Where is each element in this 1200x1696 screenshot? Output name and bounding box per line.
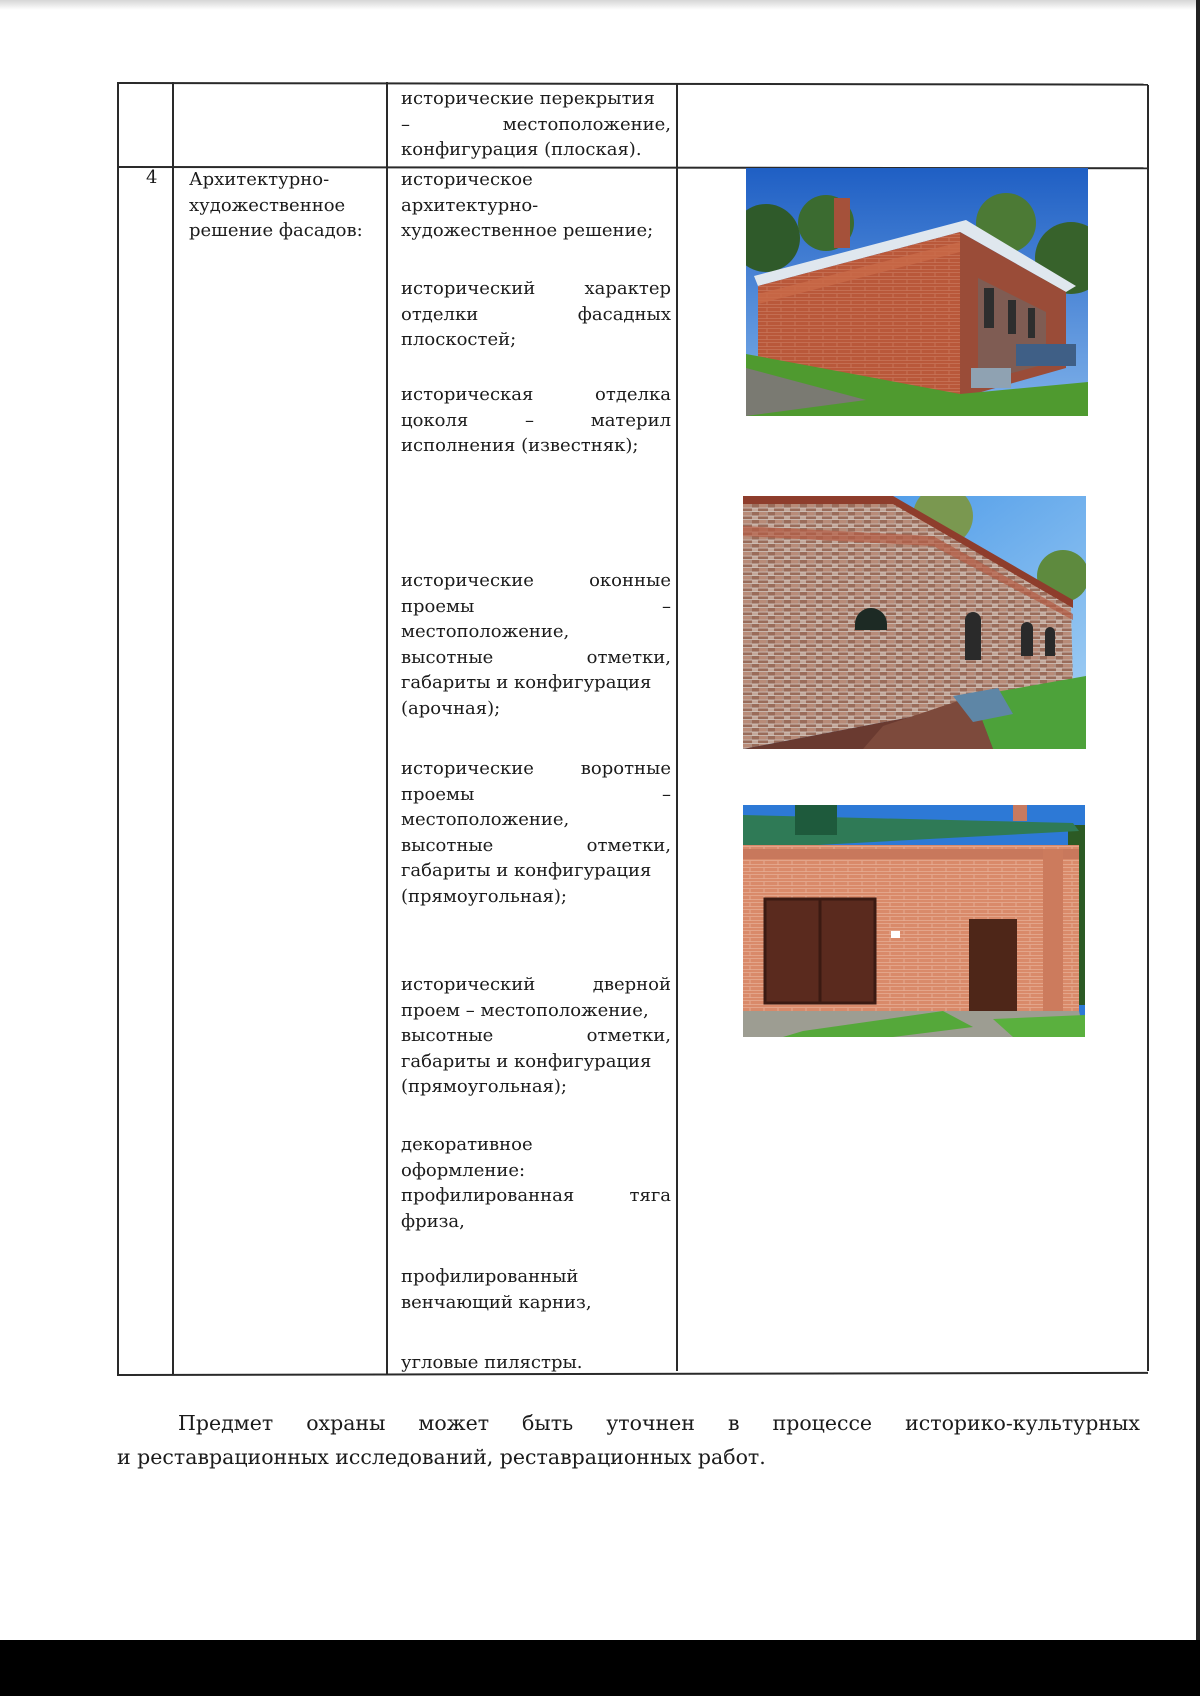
- protection-note-line-2: и реставрационных исследований, реставрационных работ.: [117, 1445, 766, 1469]
- text-line: профилированный: [401, 1266, 579, 1287]
- feature-plinth-finish: [401, 382, 671, 459]
- text-word: исторический: [401, 974, 536, 995]
- text-word: цоколя: [401, 409, 469, 431]
- text-line: решение фасадов:: [189, 220, 363, 241]
- text-word: процессе: [772, 1411, 873, 1435]
- text-line: [401, 972, 671, 998]
- table-divider-3: [676, 84, 678, 1371]
- text-word: высотные: [401, 1025, 494, 1046]
- table-border-right: [1147, 85, 1149, 1371]
- text-word: тяга: [629, 1185, 671, 1206]
- text-word: историко-культурных: [905, 1411, 1140, 1435]
- feature-decorative-design: [401, 1132, 671, 1234]
- text-line: (прямоугольная);: [401, 885, 567, 907]
- text-word: отделки: [401, 303, 479, 325]
- text-word: быть: [522, 1411, 574, 1435]
- scan-edge-right: [1196, 0, 1200, 1640]
- text-line: [401, 782, 671, 808]
- text-word: исторические: [401, 570, 534, 591]
- table-border-left: [117, 82, 119, 1375]
- text-word: –: [662, 783, 671, 805]
- text-word: дверной: [592, 974, 671, 995]
- text-word: отметки,: [586, 1025, 671, 1046]
- text-line: оформление:: [401, 1159, 526, 1181]
- text-line: художественное: [189, 194, 346, 216]
- text-word: воротные: [580, 758, 671, 779]
- text-line: венчающий карниз,: [401, 1291, 592, 1313]
- text-word: отделка: [595, 384, 671, 405]
- text-word: исторические: [401, 758, 534, 779]
- text-word: проемы: [401, 783, 475, 805]
- text-word: исторический: [401, 278, 536, 299]
- text-word: высотные: [401, 834, 494, 856]
- feature-gate-openings: [401, 756, 671, 909]
- text-line: габариты и конфигурация: [401, 860, 652, 881]
- photo-building-corner: [746, 168, 1088, 416]
- text-line: [401, 833, 671, 859]
- text-line: местоположение,: [401, 809, 570, 830]
- table-border-bottom: [117, 1372, 1148, 1376]
- feature-corner-pilasters: [401, 1350, 583, 1376]
- text-line: [401, 1183, 671, 1209]
- text-line: проем – местоположение,: [401, 999, 649, 1021]
- scan-bottom-band: [0, 1640, 1200, 1696]
- table-border-top: [117, 82, 1148, 85]
- photo-gate-and-door-facade: [743, 805, 1085, 1037]
- protection-note-line-1: [178, 1408, 1140, 1438]
- text-line: угловые пилястры.: [401, 1352, 583, 1373]
- text-word: местоположение,: [502, 113, 671, 135]
- text-word: характер: [584, 278, 671, 299]
- ceilings-feature-text: [401, 86, 671, 163]
- text-word: фасадных: [577, 303, 671, 325]
- text-line: (арочная);: [401, 697, 501, 719]
- text-line: местоположение,: [401, 621, 570, 642]
- text-word: проемы: [401, 595, 475, 617]
- text-line: художественное решение;: [401, 220, 654, 241]
- text-word: Предмет: [178, 1411, 274, 1435]
- text-line: фриза,: [401, 1210, 465, 1232]
- text-line: архитектурно-: [401, 194, 539, 216]
- text-word: историческая: [401, 384, 534, 405]
- text-line: историческое: [401, 169, 533, 190]
- text-line: исторические перекрытия: [401, 88, 655, 109]
- text-word: уточнен: [606, 1411, 695, 1435]
- text-word: отметки,: [586, 834, 671, 856]
- text-line: [401, 645, 671, 671]
- text-word: охраны: [306, 1411, 386, 1435]
- element-name-text: [189, 167, 363, 244]
- text-line: конфигурация (плоская).: [401, 139, 642, 160]
- text-line: [401, 276, 671, 302]
- feature-cornice: [401, 1264, 592, 1315]
- text-line: [401, 1023, 671, 1049]
- text-line: [401, 382, 671, 408]
- text-line: исполнения (известняк);: [401, 435, 639, 456]
- text-word: отметки,: [586, 646, 671, 668]
- text-line: [401, 568, 671, 594]
- text-line: плоскостей;: [401, 329, 517, 350]
- text-word: профилированная: [401, 1185, 575, 1206]
- photo-arched-windows-wall: [743, 496, 1086, 749]
- text-line: декоративное: [401, 1134, 533, 1155]
- row-number: 4: [146, 167, 158, 188]
- feature-architectural-solution: [401, 167, 653, 244]
- text-word: в: [727, 1411, 740, 1435]
- feature-door-opening: [401, 972, 671, 1100]
- text-line: [401, 408, 671, 434]
- text-line: [401, 302, 671, 328]
- scan-shadow-top: [0, 0, 1200, 10]
- text-word: –: [662, 595, 671, 617]
- text-line: [401, 594, 671, 620]
- table-divider-1: [172, 82, 174, 1375]
- text-word: материл: [590, 409, 671, 431]
- text-word: высотные: [401, 646, 494, 668]
- text-line: (прямоугольная);: [401, 1076, 567, 1097]
- text-line: Архитектурно-: [189, 169, 330, 190]
- table-divider-2: [386, 82, 388, 1375]
- feature-window-openings: [401, 568, 671, 721]
- text-line: габариты и конфигурация: [401, 1050, 652, 1072]
- text-line: [401, 756, 671, 782]
- text-line: [401, 112, 671, 138]
- text-word: –: [525, 409, 534, 431]
- text-word: может: [418, 1411, 490, 1435]
- text-word: –: [401, 113, 410, 135]
- text-word: оконные: [589, 570, 671, 591]
- feature-facade-finish: [401, 276, 671, 353]
- text-line: габариты и конфигурация: [401, 672, 652, 693]
